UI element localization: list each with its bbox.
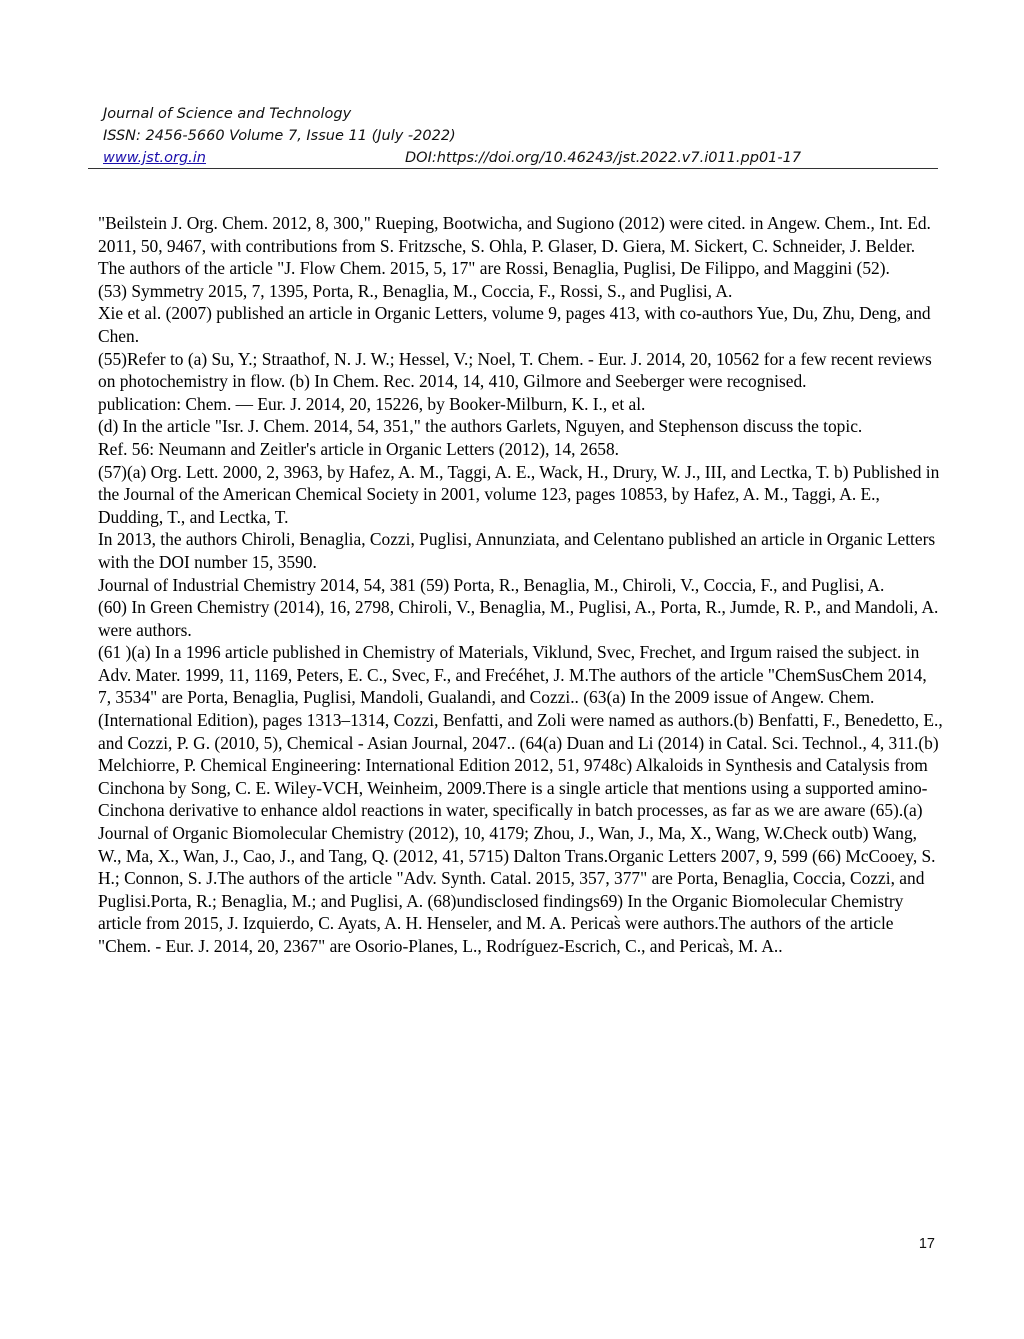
reference-entry: Ref. 56: Neumann and Zeitler's article in Organic Letters (2012), 14, 2658. [98,438,619,459]
link-line [103,147,937,169]
reference-entry: (57)(a) Org. Lett. 2000, 2, 3963, by Hafez, A. M., Taggi, A. E., Wack, H., Drury, W. J., III, and Lectka, T. b) Published in the Journal of the American Chemical Society in 2001, volume 123, pages 10853, by Hafez, A. M., Taggi, A. E., Dudding, T., and Lectka, T. [98,461,940,527]
journal-header [103,103,937,169]
issn-line: ISSN: 2456-5660 Volume 7, Issue 11 (July -2022) [103,128,456,144]
reference-entry: (60) In Green Chemistry (2014), 16, 2798, Chiroli, V., Benaglia, M., Puglisi, A., Porta, R., Jumde, R. P., and Mandoli, A. were authors. [98,597,939,640]
doi-text: DOI:https://doi.org/10.46243/jst.2022.v7.i011.pp01-17 [405,150,802,166]
reference-list [98,212,943,958]
reference-entry: (55)Refer to (a) Su, Y.; Straathof, N. J. W.; Hessel, V.; Noel, T. Chem. - Eur. J. 2014, 20, 10562 for a few recent reviews on photochemistry in flow. (b) In Chem. Rec. 2014, 14, 410, Gilmore and Seeberger were recognised. [98,348,932,392]
reference-entry: Journal of Industrial Chemistry 2014, 54, 381 (59) Porta, R., Benaglia, M., Chiroli, V., Coccia, F., and Puglisi, A. [98,574,885,595]
journal-title: Journal of Science and Technology [103,106,352,122]
reference-entry: (d) In the article "Isr. J. Chem. 2014, 54, 351," the authors Garlets, Nguyen, and Stephenson discuss the topic. [98,416,863,437]
reference-entry: (61 )(a) In a 1996 article published in Chemistry of Materials, Viklund, Svec, Frechet, and Irgum raised the subject. in Adv. Mater. 1999, 11, 1169, Peters, E. C., Svec, F., and Frećéhet, J. M.The authors of the article "ChemSusChem 2014, 7, 3534" are Porta, Benaglia, Puglisi, Mandoli, Gualandi, and Cozzi.. (63(a) In the 2009 issue of Angew. Chem. (International Edition), pages 1313–1314, Cozzi, Benfatti, and Zoli were named as authors.(b) Benfatti, F., Benedetto, E., and Cozzi, P. G. (2010, 5), Chemical - Asian Journal, 2047.. (64(a) Duan and Li (2014) in Catal. Sci. Technol., 4, 311.(b) Melchiorre, P. Chemical Engineering: International Edition 2012, 51, 9748c) Alkaloids in Synthesis and Catalysis from Cinchona by Song, C. E. Wiley-VCH, Weinheim, 2009.There is a single article that mentions using a supported amino-Cinchona derivative to enhance aldol reactions in water, specifically in batch processes, as far as we are aware (65).(a) Journal of Organic Biomolecular Chemistry (2012), 10, 4179; Zhou, J., Wan, J., Ma, X., Wang, W.Check outb) Wang, W., Ma, X., Wan, J., Cao, J., and Tang, Q. (2012, 41, 5715) Dalton Trans.Organic Letters 2007, 9, 599 (66) McCooey, S. H.; Connon, S. J.The authors of the article "Adv. Synth. Catal. 2015, 357, 377" are Porta, Benaglia, Coccia, Cozzi, and Puglisi.Porta, R.; Benaglia, M.; and Puglisi, A. (68)undisclosed findings69) In the Organic Biomolecular Chemistry article from 2015, J. Izquierdo, C. Ayats, A. H. Henseler, and M. A. Pericas̀ were authors.The authors of the article "Chem. - Eur. J. 2014, 20, 2367" are Osorio-Planes, L., Rodríguez-Escrich, C., and Pericas̀, M. A.. [98,642,943,956]
website-link[interactable]: www.jst.org.in [103,150,207,166]
header-divider [88,168,938,169]
reference-entry: Xie et al. (2007) published an article in Organic Letters, volume 9, pages 413, with co-authors Yue, Du, Zhu, Deng, and Chen. [98,303,931,346]
reference-entry: The authors of the article "J. Flow Chem. 2015, 5, 17" are Rossi, Benaglia, Puglisi, De Filippo, and Maggini (52). [98,258,890,279]
reference-entry: In 2013, the authors Chiroli, Benaglia, Cozzi, Puglisi, Annunziata, and Celentano published an article in Organic Letters with the DOI number 15, 3590. [98,529,936,572]
reference-entry: "Beilstein J. Org. Chem. 2012, 8, 300," Rueping, Bootwicha, and Sugiono (2012) were cited. in Angew. Chem., Int. Ed. 2011, 50, 9467, with contributions from S. Fritzsche, S. Ohla, P. Glaser, D. Giera, M. Sickert, C. Schneider, J. Belder. [98,213,931,256]
reference-entry: (53) Symmetry 2015, 7, 1395, Porta, R., Benaglia, M., Coccia, F., Rossi, S., and Puglisi, A. [98,280,733,301]
page-number: 17 [918,1236,935,1252]
reference-entry: publication: Chem. — Eur. J. 2014, 20, 15226, by Booker-Milburn, K. I., et al. [98,393,646,414]
